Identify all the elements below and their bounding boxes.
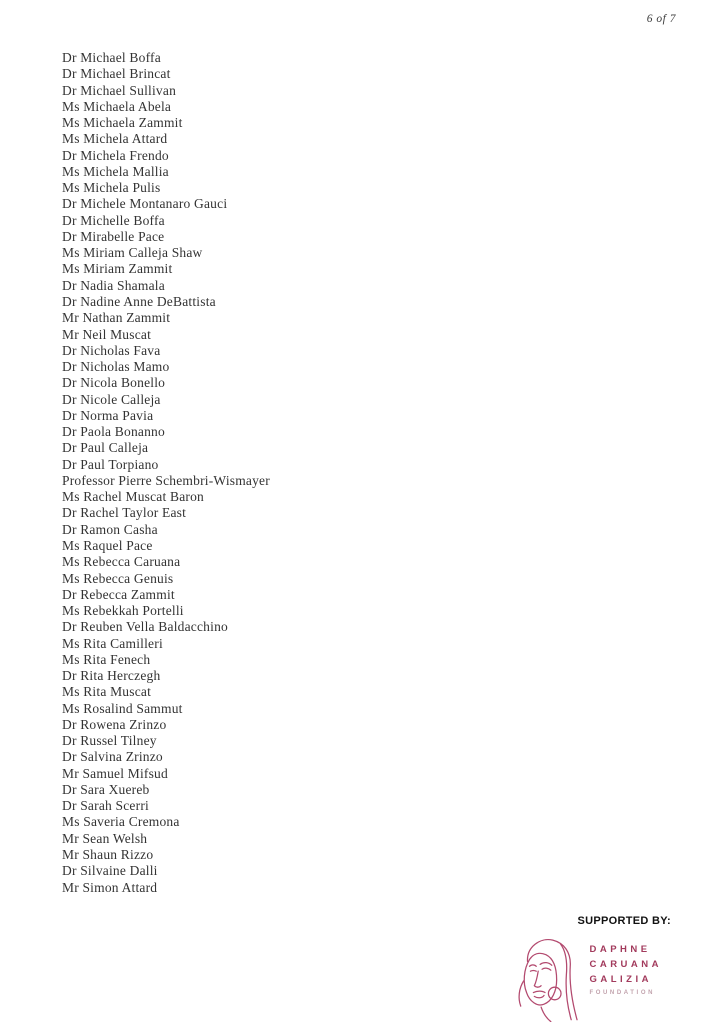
list-item: Dr Mirabelle Pace xyxy=(62,228,165,244)
list-item: Ms Raquel Pace xyxy=(62,537,153,553)
list-item: Ms Rebecca Caruana xyxy=(62,554,181,570)
list-item: Ms Rita Camilleri xyxy=(62,635,163,651)
list-item: Dr Reuben Vella Baldacchino xyxy=(62,619,228,635)
list-item: Dr Nicholas Mamo xyxy=(62,359,170,375)
list-item: Ms Michaela Zammit xyxy=(62,115,183,131)
list-item: Dr Ramon Casha xyxy=(62,521,158,537)
list-item: Dr Nadine Anne DeBattista xyxy=(62,293,216,309)
list-item: Dr Rachel Taylor East xyxy=(62,505,187,521)
list-item: Dr Michael Sullivan xyxy=(62,82,177,98)
list-item: Mr Simon Attard xyxy=(62,879,158,895)
logo-word-caruana: CARUANA xyxy=(589,959,662,970)
list-item: Dr Sara Xuereb xyxy=(62,781,150,797)
list-item: Ms Rita Muscat xyxy=(62,684,152,700)
list-item: Dr Nicole Calleja xyxy=(62,391,161,407)
list-item: Ms Saveria Cremona xyxy=(62,814,180,830)
logo-word-foundation: FOUNDATION xyxy=(589,990,656,996)
list-item: Ms Michela Attard xyxy=(62,131,168,147)
list-item: Dr Nicholas Fava xyxy=(62,342,161,358)
list-item: Ms Rebekkah Portelli xyxy=(62,603,184,619)
logo-word-galizia: GALIZIA xyxy=(589,974,652,985)
list-item: Ms Rebecca Genuis xyxy=(62,570,174,586)
page-number: 6 of 7 xyxy=(646,13,676,25)
foundation-logo-text xyxy=(589,942,662,996)
list-item: Mr Samuel Mifsud xyxy=(62,765,168,781)
list-item: Dr Michael Brincat xyxy=(62,66,171,82)
list-item: Ms Miriam Zammit xyxy=(62,261,173,277)
list-item: Dr Michelle Boffa xyxy=(62,212,165,228)
list-item: Mr Neil Muscat xyxy=(62,326,152,342)
list-item: Dr Salvina Zrinzo xyxy=(62,749,163,765)
list-item: Dr Silvaine Dalli xyxy=(62,863,158,879)
list-item: Dr Russel Tilney xyxy=(62,733,157,749)
list-item: Ms Miriam Calleja Shaw xyxy=(62,245,203,261)
foundation-logo xyxy=(512,932,662,1022)
list-item: Dr Paul Calleja xyxy=(62,440,149,456)
list-item: Dr Michele Montanaro Gauci xyxy=(62,196,228,212)
list-item: Dr Sarah Scerri xyxy=(62,798,149,814)
list-item: Dr Michael Boffa xyxy=(62,50,161,65)
list-item: Ms Michaela Abela xyxy=(62,98,172,114)
list-item: Ms Michela Pulis xyxy=(62,180,161,196)
list-item: Dr Rowena Zrinzo xyxy=(62,716,167,732)
list-item: Dr Rita Herczegh xyxy=(62,668,161,684)
list-item: Professor Pierre Schembri-Wismayer xyxy=(62,472,270,488)
list-item: Dr Paul Torpiano xyxy=(62,456,159,472)
list-item: Dr Rebecca Zammit xyxy=(62,586,175,602)
list-item: Dr Michela Frendo xyxy=(62,147,169,163)
list-item: Dr Nicola Bonello xyxy=(62,375,166,391)
list-item: Ms Rosalind Sammut xyxy=(62,700,183,716)
supported-by-label: SUPPORTED BY: xyxy=(577,915,671,927)
list-item: Mr Sean Welsh xyxy=(62,830,148,846)
list-item: Ms Rita Fenech xyxy=(62,651,151,667)
list-item: Dr Norma Pavia xyxy=(62,407,154,423)
list-item: Dr Nadia Shamala xyxy=(62,277,165,293)
list-item: Ms Michela Mallia xyxy=(62,163,169,179)
names-list xyxy=(62,50,270,896)
list-item: Mr Nathan Zammit xyxy=(62,310,171,326)
logo-word-daphne: DAPHNE xyxy=(589,944,651,955)
daphne-portrait-icon xyxy=(512,932,578,1022)
list-item: Mr Shaun Rizzo xyxy=(62,847,154,863)
list-item: Dr Paola Bonanno xyxy=(62,424,165,440)
list-item: Ms Rachel Muscat Baron xyxy=(62,489,204,505)
